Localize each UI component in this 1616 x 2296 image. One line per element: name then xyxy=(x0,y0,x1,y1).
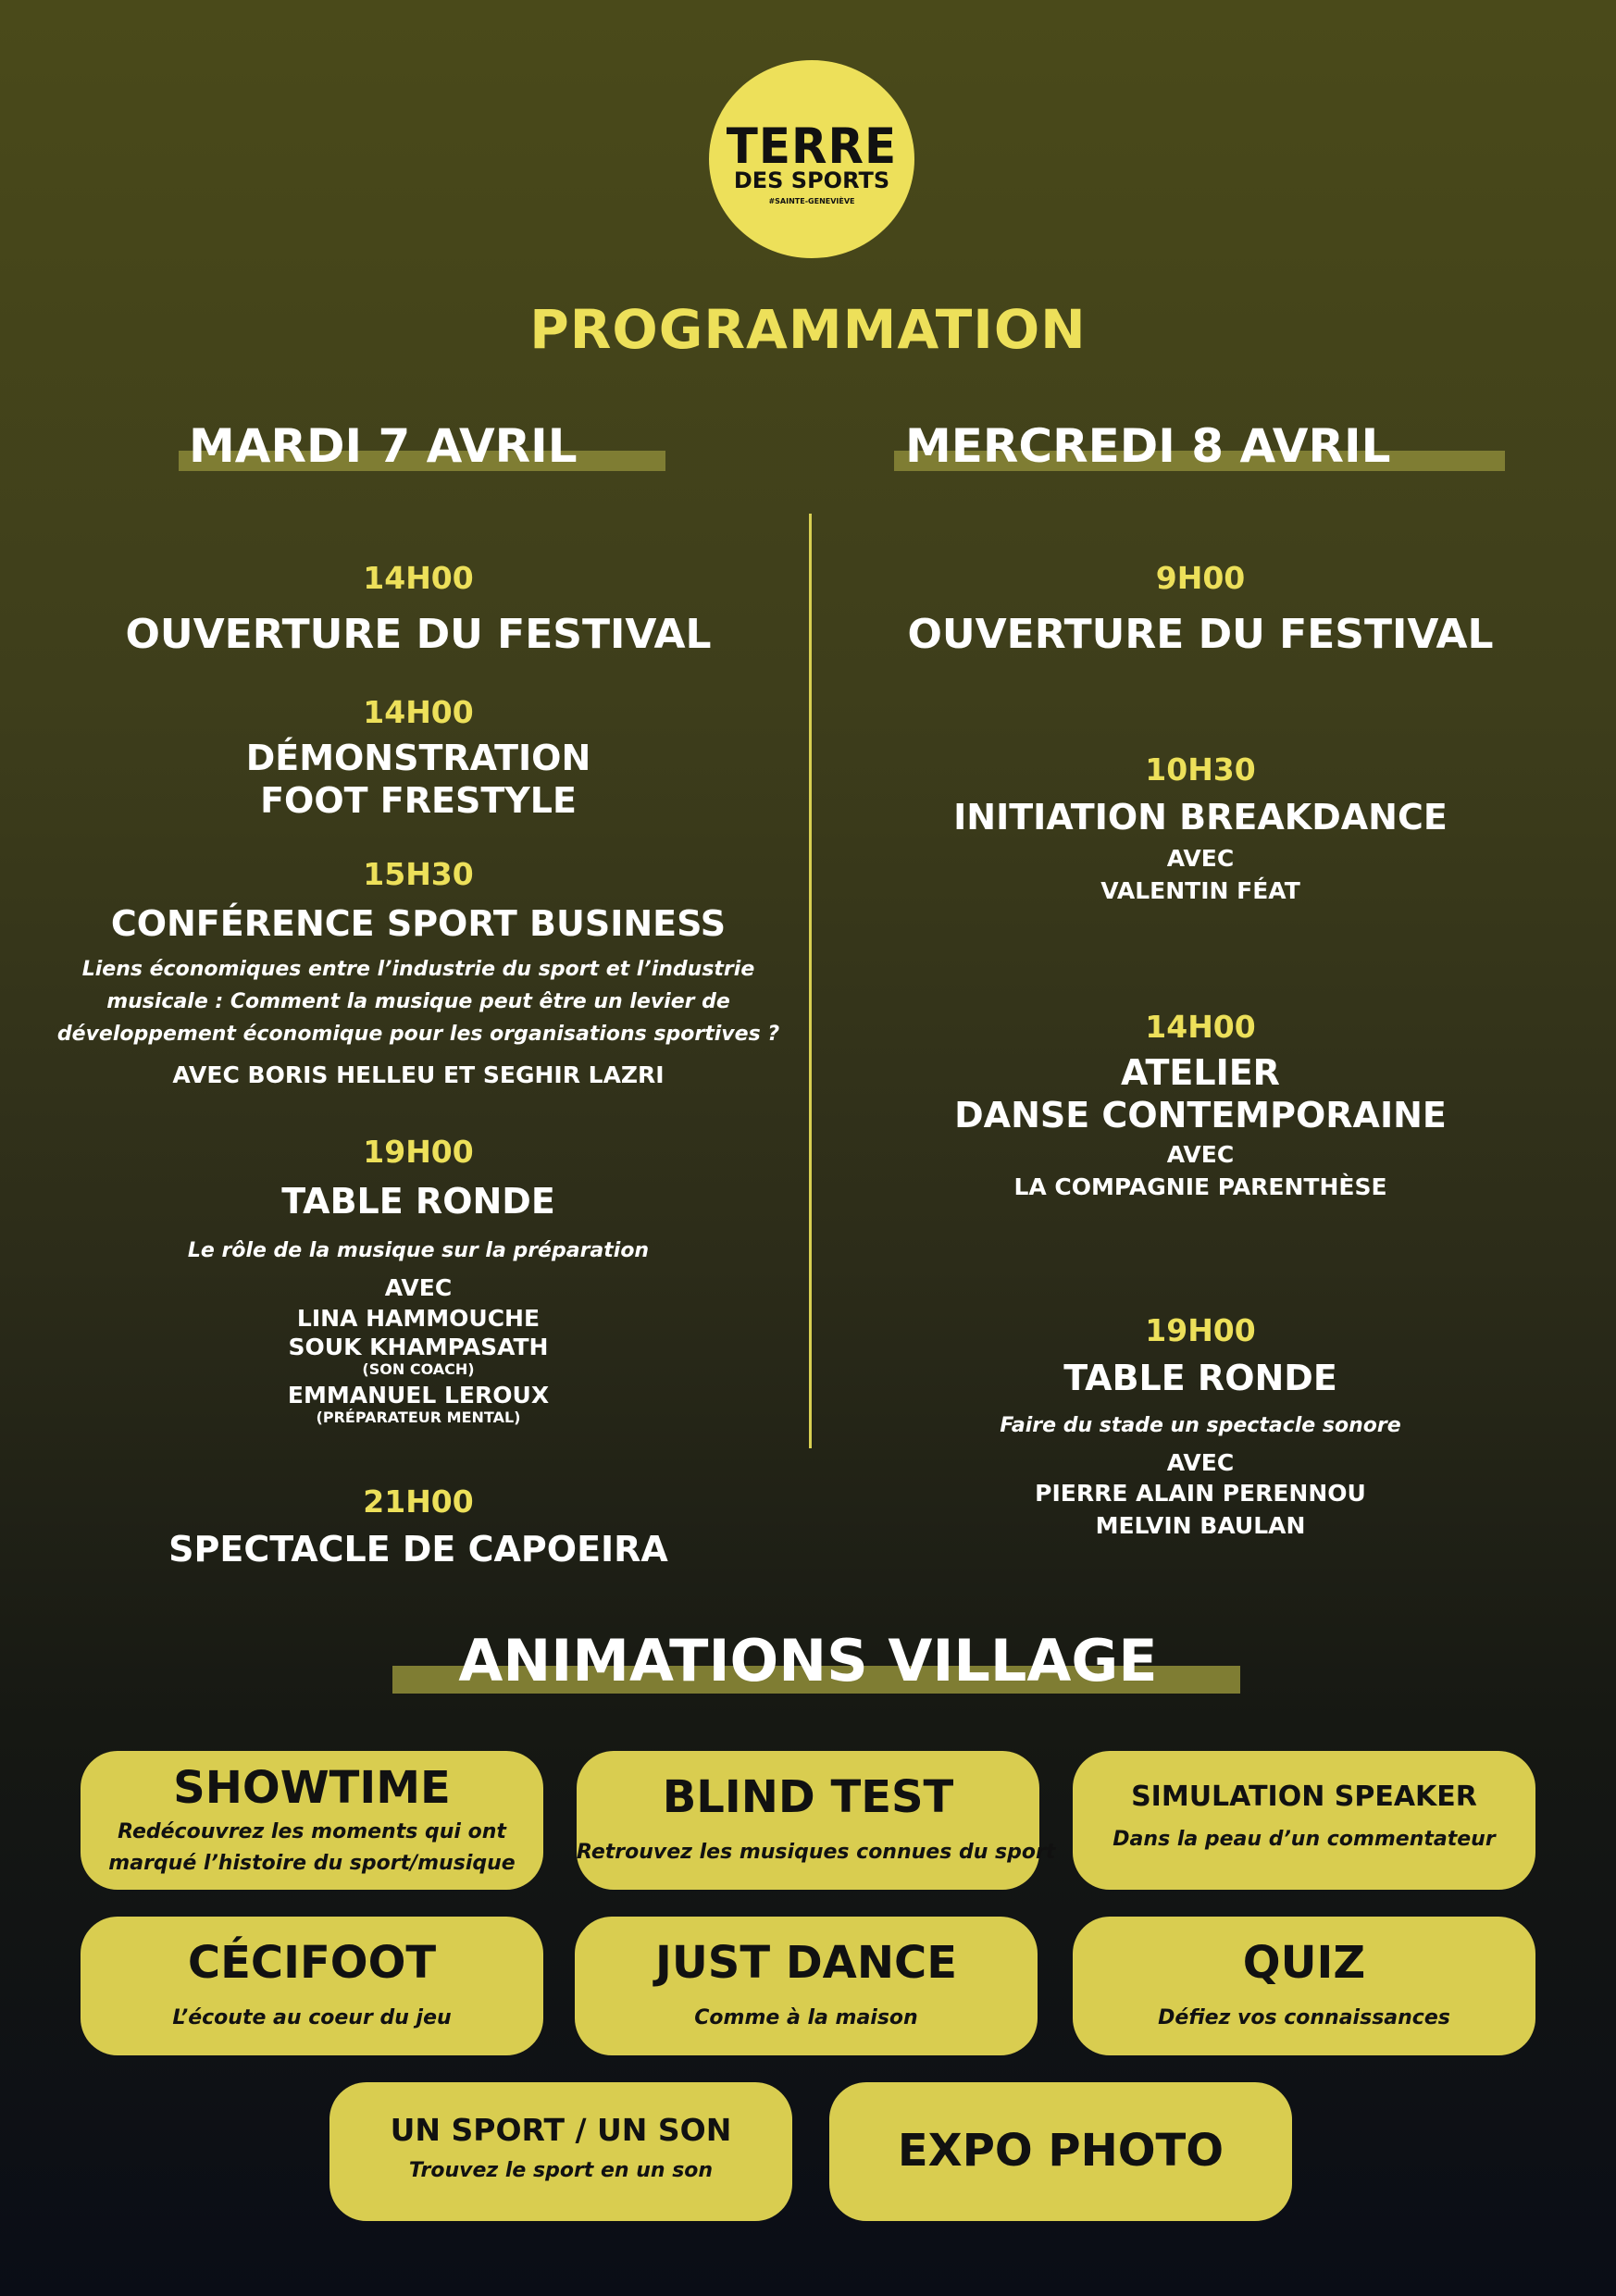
event-description: Liens économiques entre l’industrie du sport et l’industrie xyxy=(81,958,755,981)
event-title: DÉMONSTRATION xyxy=(245,738,591,778)
event-with-label: AVEC xyxy=(1166,845,1235,872)
card-subtitle: Redécouvrez les moments qui ont xyxy=(118,1820,506,1843)
event-title: SPECTACLE DE CAPOEIRA xyxy=(168,1529,668,1570)
logo-line-1: TERRE xyxy=(726,118,898,175)
guest-name: LA COMPAGNIE PARENTHÈSE xyxy=(1013,1173,1387,1200)
card-simulation-speaker xyxy=(1073,1751,1535,1890)
card-blind-test xyxy=(577,1751,1056,1890)
event-time: 9H00 xyxy=(1155,560,1246,596)
card-title: JUST DANCE xyxy=(654,1937,958,1989)
event-title: ATELIER xyxy=(1121,1052,1280,1093)
card-expo-photo xyxy=(829,2082,1292,2221)
day1-event-1-title-wrap xyxy=(37,611,800,658)
day2-label: MERCREDI 8 AVRIL xyxy=(905,419,1391,473)
card-title: EXPO PHOTO xyxy=(897,2125,1224,2177)
card-title: SIMULATION SPEAKER xyxy=(1131,1781,1477,1813)
event-with-label: AVEC xyxy=(1166,1141,1235,1168)
event-with-label: AVEC xyxy=(384,1274,453,1301)
event-description: développement économique pour les organisations sportives ? xyxy=(56,1023,780,1046)
day1-event-4 xyxy=(37,1134,800,1426)
day1-event-2 xyxy=(37,694,800,821)
event-time: 21H00 xyxy=(363,1483,474,1520)
event-title: OUVERTURE DU FESTIVAL xyxy=(907,611,1494,658)
day2-event-1-title-wrap xyxy=(822,611,1579,658)
event-time: 19H00 xyxy=(1145,1312,1256,1348)
card-title: QUIZ xyxy=(1242,1937,1366,1989)
guest-name: PIERRE ALAIN PERENNOU xyxy=(1035,1480,1366,1507)
event-time: 15H30 xyxy=(363,856,474,892)
card-title: UN SPORT / UN SON xyxy=(390,2112,732,2148)
card-showtime xyxy=(81,1751,543,1890)
guest-name: EMMANUEL LEROUX xyxy=(287,1382,550,1409)
event-title: CONFÉRENCE SPORT BUSINESS xyxy=(110,903,727,944)
guest-name: LINA HAMMOUCHE xyxy=(296,1305,541,1332)
card-quiz xyxy=(1073,1917,1535,2055)
day2-event-1 xyxy=(822,560,1579,596)
event-time: 14H00 xyxy=(363,560,474,596)
card-subtitle: Défiez vos connaissances xyxy=(1158,2006,1450,2029)
card-cecifoot xyxy=(81,1917,543,2055)
guest-note: (PRÉPARATEUR MENTAL) xyxy=(316,1409,521,1426)
page-title: PROGRAMMATION xyxy=(529,298,1087,361)
guest-name: SOUK KHAMPASATH xyxy=(288,1334,549,1360)
guest-name: MELVIN BAULAN xyxy=(1095,1512,1306,1539)
guest-name: VALENTIN FÉAT xyxy=(1100,877,1300,904)
event-title: TABLE RONDE xyxy=(1063,1358,1337,1398)
event-title: FOOT FRESTYLE xyxy=(260,780,577,821)
day2-event-2 xyxy=(822,751,1579,904)
card-title: SHOWTIME xyxy=(173,1762,451,1814)
card-subtitle: L’écoute au coeur du jeu xyxy=(172,2006,452,2029)
animations-title: ANIMATIONS VILLAGE xyxy=(458,1627,1158,1694)
column-divider xyxy=(809,514,812,1448)
event-title: OUVERTURE DU FESTIVAL xyxy=(125,611,712,658)
event-time: 10H30 xyxy=(1145,751,1256,788)
event-time: 14H00 xyxy=(1145,1009,1256,1045)
card-subtitle: marqué l’histoire du sport/musique xyxy=(108,1852,516,1875)
card-subtitle: Comme à la maison xyxy=(694,2006,918,2029)
event-title: TABLE RONDE xyxy=(281,1181,555,1222)
day1-label: MARDI 7 AVRIL xyxy=(189,419,578,473)
event-title: INITIATION BREAKDANCE xyxy=(953,797,1448,838)
event-description: Le rôle de la musique sur la préparation xyxy=(187,1239,650,1262)
event-guests: AVEC BORIS HELLEU ET SEGHIR LAZRI xyxy=(172,1061,665,1088)
day1-event-3 xyxy=(37,856,800,1088)
card-subtitle: Dans la peau d’un commentateur xyxy=(1113,1828,1496,1851)
day2-event-4 xyxy=(822,1312,1579,1539)
card-subtitle: Retrouvez les musiques connues du sport xyxy=(577,1841,1056,1864)
guest-note: (SON COACH) xyxy=(362,1360,475,1378)
card-subtitle: Trouvez le sport en un son xyxy=(408,2159,714,2182)
logo-line-2: DES SPORTS xyxy=(733,168,890,193)
day2-event-3 xyxy=(822,1009,1579,1200)
card-just-dance xyxy=(575,1917,1038,2055)
logo-line-3: #SAINTE-GENEVIÈVE xyxy=(768,197,855,205)
event-description: musicale : Comment la musique peut être un levier de xyxy=(106,990,730,1013)
day1-event-1 xyxy=(37,560,800,596)
event-description: Faire du stade un spectacle sonore xyxy=(1000,1414,1401,1437)
card-title: CÉCIFOOT xyxy=(187,1937,437,1989)
card-title: BLIND TEST xyxy=(662,1771,954,1823)
card-un-sport-un-son xyxy=(329,2082,792,2221)
logo xyxy=(709,60,914,258)
event-time: 19H00 xyxy=(363,1134,474,1170)
event-title: DANSE CONTEMPORAINE xyxy=(954,1095,1447,1136)
event-time: 14H00 xyxy=(363,694,474,730)
day1-event-5 xyxy=(37,1483,800,1570)
event-with-label: AVEC xyxy=(1166,1449,1235,1476)
